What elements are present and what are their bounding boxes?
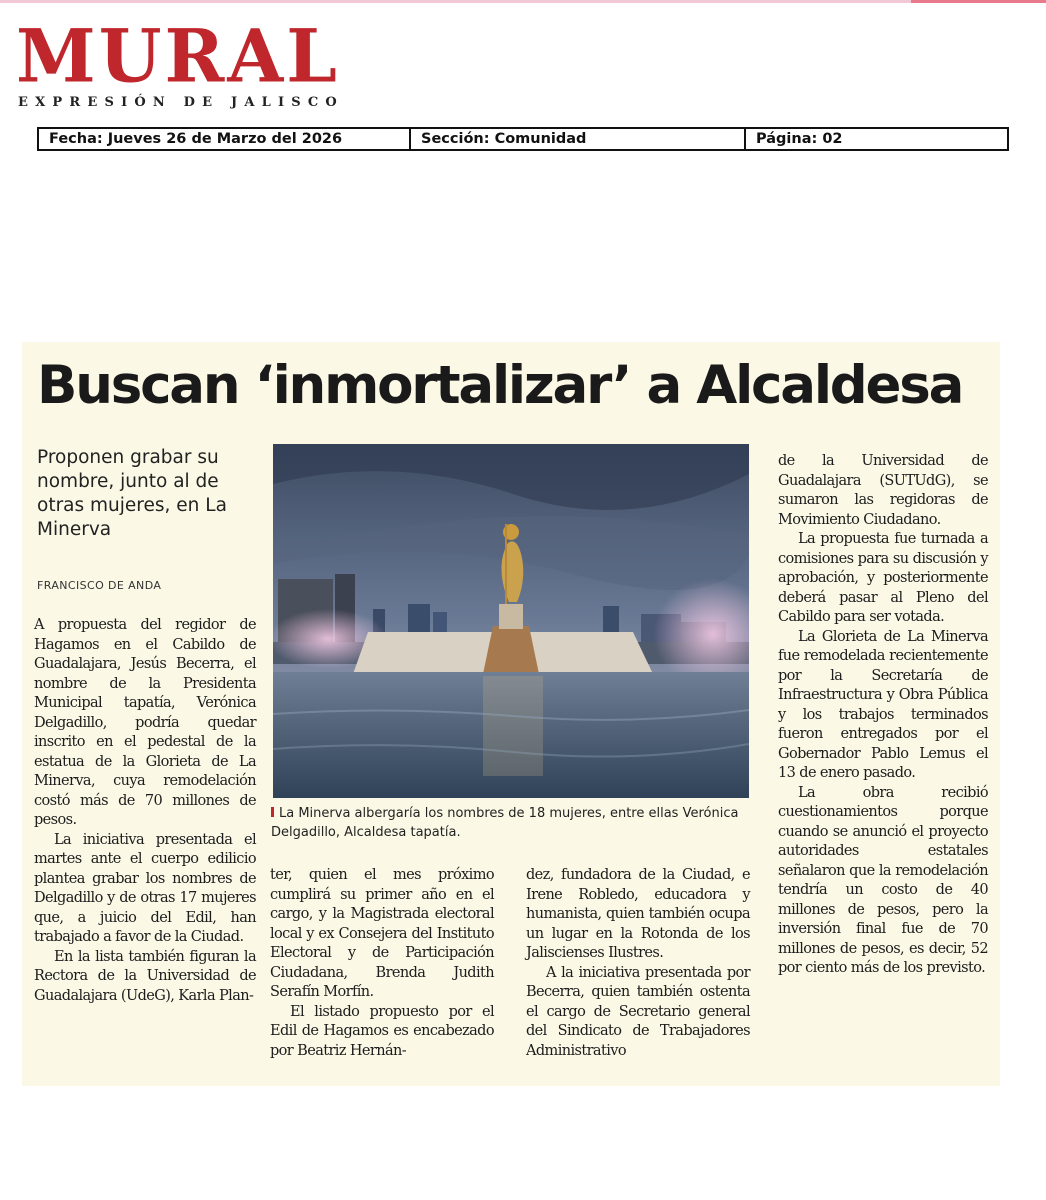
newspaper-logo bbox=[16, 12, 416, 99]
subheadline: Proponen grabar su nombre, junto al de otras mujeres, en La Minerva bbox=[37, 447, 227, 540]
body-column-mid-2 bbox=[526, 866, 750, 1061]
article-clipping bbox=[22, 342, 1000, 1086]
caption-text: La Minerva albergaría los nombres de 18 mujeres, entre ellas Verónica Delgadillo, Alcaldesa tapatía. bbox=[271, 806, 739, 840]
paragraph: ter, quien el mes próximo cumplirá su primer año en el cargo, y la Magistrada electoral local y ex Consejera del Instituto Electoral y de Participación Ciudadana, Brenda Judith Serafín Morfín. bbox=[270, 867, 494, 1000]
paragraph: dez, fundadora de la Ciudad, e Irene Robledo, educadora y humanista, quien también ocupa un lugar en la Rotonda de los Jaliscienses Ilustres. bbox=[526, 867, 750, 961]
minerva-photo bbox=[273, 444, 749, 798]
photo-caption bbox=[271, 804, 761, 842]
date-field: Fecha: Jueves 26 de Marzo del 2026 bbox=[39, 129, 411, 149]
caption-marker bbox=[271, 807, 274, 817]
logo-wordmark: MURAL bbox=[16, 12, 340, 99]
top-border bbox=[0, 0, 1046, 3]
clipping-info-bar bbox=[37, 127, 1009, 151]
fountain-image bbox=[273, 444, 749, 798]
paragraph: de la Universidad de Guadalajara (SUTUdG), se sumaron las regidoras de Movimiento Ciudadano. bbox=[778, 453, 988, 528]
paragraph: A propuesta del regidor de Hagamos en el Cabildo de Guadalajara, Jesús Becerra, el nombre de la Presidenta Municipal tapatía, Verónica Delgadillo, podría quedar inscrito en el pedestal de la estatua de la Glorieta de La Minerva, cuya remodelación costó más de 70 millones de pesos. bbox=[34, 617, 256, 828]
paragraph: La propuesta fue turnada a comisiones para su discusión y aprobación, y posteriormente deberá pasar al Pleno del Cabildo para ser votada. bbox=[778, 531, 988, 625]
logo-tagline: EXPRESIÓN DE JALISCO bbox=[18, 95, 344, 110]
paragraph: El listado propuesto por el Edil de Hagamos es encabezado por Beatriz Hernán- bbox=[270, 1003, 494, 1059]
paragraph: En la lista también figuran la Rectora de la Universidad de Guadalajara (UdeG), Karla Plan- bbox=[34, 948, 256, 1004]
paragraph: La Glorieta de La Minerva fue remodelada recientemente por la Secretaría de Infraestructura y Obra Pública y los trabajos terminados fueron entregados por el Gobernador Pablo Lemus el 13 de enero pasado. bbox=[778, 628, 988, 781]
page-field: Página: 02 bbox=[756, 131, 843, 147]
headline: Buscan ‘inmortalizar’ a Alcaldesa bbox=[37, 355, 963, 416]
body-column-left bbox=[34, 616, 256, 1006]
body-column-mid-1 bbox=[270, 866, 494, 1061]
body-column-right bbox=[778, 452, 988, 979]
paragraph: A la iniciativa presentada por Becerra, quien también ostenta el cargo de Secretario general del Sindicato de Trabajadores Administrativo bbox=[526, 964, 750, 1059]
paragraph: La iniciativa presentada el martes ante el cuerpo edilicio plantea grabar los nombres de Delgadillo y de otras 17 mujeres que, a juicio del Edil, han trabajado a favor de la Ciudad. bbox=[34, 831, 256, 945]
top-border-accent bbox=[911, 0, 1046, 3]
section-field: Sección: Comunidad bbox=[411, 129, 746, 149]
paragraph: La obra recibió cuestionamientos porque cuando se anunció el proyecto autoridades estatales señalaron que la remodelación tendría un costo de 40 millones de pesos, pero la inversión final fue de 70 millones de pesos, es decir, 52 por ciento más de los previsto. bbox=[778, 784, 988, 976]
byline: FRANCISCO DE ANDA bbox=[37, 579, 162, 592]
